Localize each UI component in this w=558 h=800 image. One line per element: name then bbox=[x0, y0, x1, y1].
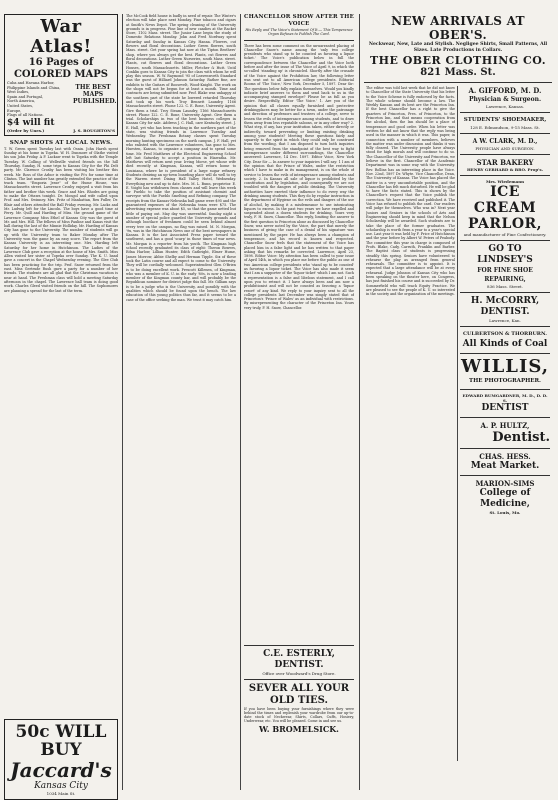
jaccard-city: Kansas City bbox=[34, 780, 88, 791]
gifford-ad: A. GIFFORD, M. D. bbox=[468, 86, 542, 95]
jaccard-ad bbox=[4, 719, 118, 800]
jaccard-addr: 1034 Main St. bbox=[46, 790, 76, 796]
atlas-list-item: Europe, bbox=[7, 108, 22, 113]
col4-left bbox=[364, 86, 458, 761]
divider bbox=[460, 292, 550, 293]
parlor-sub: and manufacturer of Fine Confectionery. bbox=[463, 232, 547, 237]
marion-sims: MARION-SIMS bbox=[475, 479, 535, 488]
atlas-list bbox=[7, 81, 73, 118]
mccorry-ad: H. McCORRY, DENTIST. bbox=[470, 296, 540, 317]
divider bbox=[460, 240, 550, 241]
star-bakery: STAR BAKERY bbox=[476, 158, 534, 167]
hess-ad: CHAS. HESS. bbox=[479, 452, 531, 461]
repair-addr: 836 Mass. Street. bbox=[487, 284, 523, 289]
atlas-order: (Order by Unes.) bbox=[7, 127, 45, 133]
st-louis: St. Louis, Mo. bbox=[489, 510, 521, 515]
bumgardner-dentist: DENTIST bbox=[481, 403, 529, 413]
newspaper-page bbox=[4, 4, 552, 796]
atlas-list-item: Philippine Islands and China, bbox=[7, 85, 61, 90]
divider bbox=[460, 133, 550, 134]
column-1 bbox=[4, 14, 118, 800]
best-maps: THE BEST MAPS PUBLISHED. bbox=[73, 84, 117, 105]
chancellor-heading: CHANCELLOR SHOW AFTER THE VOICE bbox=[244, 14, 354, 27]
shoemaker-ad: STUDENTS' SHOEMAKER, bbox=[463, 117, 547, 123]
divider bbox=[244, 679, 354, 680]
college-medicine: College of Medicine, bbox=[479, 488, 531, 509]
coal-ad: All Kinds of Coal bbox=[462, 339, 548, 349]
divider bbox=[460, 154, 550, 155]
col2-body: The McCook field house is badly in need of repair. The Winter's election will take place next Monday. Fine tobacco and cigars at Smith's News Depot. The spring cleaning of the University grounds is in progress. Fine line of new candies at the Racket Store, 1102 Mass. street. The Junior Lane begin the study of Domestic Relations Monday. John and Fred Nordway spent Saturday and Sunday in Kansas City. Hanna. Flowers, cut flowers and floral decorations. Luther Green flowers, south Mass. street. Get your spring hat now at the Tipton Brothers' shop, where you always get the best. Plants, cut flowers and floral decorations. Luther Green Nurseries, south Mass. street. Plants, cut flowers and floral decorations. Luther Green Houses, south Massachusetts. Miller, Fletcher & Hutt. Until Conklin goes to Kansas City to join the class with whom he will play this season. W. W. Raymond '95 of Leavenworth Standard was the guest of Hilliard Johnson Saturday. Rather fine, are exhibits to the Guitars of Roosevelt, Wood-Knight. The work on the shops will not be begun for at least a month. Time and contracts are being submitted now. Prof. Blake was unhappy at the southern part of the state he lowered retarded Thursday and took up his work. Troy Bennett Laundry, 1166 Massachusetts street. Phone 122. C. E. Rone, University Agent. Give them a trial. Troy Steam Laundry, 1166 Massachusetts street. Phone 122. C. E. Rone, University Agent. Give them a trial. Scholarships in two of the best business colleges in Kansas City for sale. Address J. C. Hall, care Kentucky street. J. E. Hall, yet who has been teaching in the northern part of the state, was visiting friends in Lawrence Tuesday and Wednesday. The Freshman Botany classes spent Tuesday morning hunting specimens on the north campus. J. F. Hall, yet who enlisted with the Lawrence volunteers, has gone to Mrs. Huesten, Kansas, to organize a company and to spend some time. Mr. Fred Matthews of the Electrical Engineering School left last Saturday to accept a position in Hiawatha. Mr. Matthews will return next year. Irving Morse, yet whose wife died recently at Kingman, Kansas, will return home to Louisiana, where he is president of a large sugar refinery. Students desiring an up-town boarding place will do well to try the Warren street Dining Hall Valley Hotel, Wednesday. Everything new and up to date. Mrs. M. L. Bunn, proprietor. E. E. Voight has withdrawn from classes and will leave this week for Pueblo to take the position of assistant chemist and surveyor with the Pueblo Smelting and Refining company. The receipts from the Kansas-Nebraska ball game were $95 and the guaranteed expenses of the Nebraska team were $75. The advertising expense was about $5, so that the game netted but little of paying out. May day was uneventful. Sunday night a number of special police guarded the University grounds and although bootlace of freshmen could be seen behind almost every tree on the campus, no flag was raised. M. N. Morgan, '9x, was in the Hutchinson News one of the best newspapers in Kansas. It is the last Associated Press paper toward the southwest, and has a good 'scarp' in those times of war news. Mr. Morgan is a reporter from his youth. The Kingman high school recently graduated its class of eight: Theron Bowers, Edna Harlow, Lillian Hunter, Edith Gatbright, Elmer Hume, James Morrow, Abbie Shelby and Herman Tipple. Six of these took the Latin course and all expect to come to the University. They will be cordially welcomed. Superintendent Glen O'Brien is to be doing excellent work. Prescott Killenen, of Kingman, who was a member of K. U. in the early '80s, is now a leading member of the Kingman county bar, and will probably be the Republican nominee for district judge this fall. Mr. Gilliam says is to be a judge who is the University, and possibly with the qualities which should be found upon the bench. The law education of this young politics thus far, and it seems to be a case of the office seeking the man. We trust it may catch him. bbox=[126, 14, 236, 302]
bromelsick-name: W. BROMELSICK. bbox=[259, 723, 339, 734]
atlas-footer bbox=[7, 128, 115, 133]
divider bbox=[244, 645, 354, 646]
atlas-list-item: North America, bbox=[7, 99, 36, 104]
gifford-sub: Physician & Surgeon. bbox=[468, 96, 542, 103]
meat-market: Meat Market. bbox=[470, 461, 540, 471]
wiedemann: Mrs. Wiedemann bbox=[485, 179, 525, 184]
shoemaker-addr: 128 E. Edmondson, 9-15 Mass. St. bbox=[470, 125, 540, 130]
hultz-dentist: Dentist. bbox=[492, 430, 550, 445]
column-rule bbox=[240, 14, 241, 790]
jaccard-price: 50c WILL BUY bbox=[15, 721, 107, 760]
atlas-list-item: Cuba and Havana Harbor, bbox=[7, 81, 55, 85]
photographer: THE PHOTOGRAPHER. bbox=[469, 378, 541, 384]
atlas-list-item: United States, bbox=[7, 103, 34, 108]
atlas-list-item: Spain and Portugal, bbox=[7, 94, 44, 99]
mccorry-loc: Lawrence, Kan. bbox=[489, 318, 521, 323]
war-atlas-ad bbox=[4, 14, 118, 136]
snap-shots-heading: SNAP SHOTS AT LOCAL NEWS. bbox=[9, 139, 113, 146]
new-arrivals-heading: NEW ARRIVALS AT OBER'S. bbox=[391, 14, 525, 42]
col4-split bbox=[364, 86, 552, 761]
ober-name: THE OBER CLOTHING CO. bbox=[369, 54, 547, 67]
divider bbox=[460, 417, 550, 418]
col4-left-body: The editor was told last week that he did not know to Chancellor of the State University that his letter to the Voice Scheme is fully endorsed by the facts. The whole scheme should become a law. The Weekly Kansan and its best are the Princeton Inn. If the best Chancellor has a right to give the quarters of Princeton, Pres. of Princeton, to the Princeton Inn, and that means cooperation from the alcohol, then the Inn should be a place of temperance and good order. When his letter was written he did not know that the reply was being used in the manner in which it was. This paper, in connection with a number of members, believes the matter was under discussion and thinks it was fully cleared. The University people have always stood for high morals and will continue to do so. The Chancellor of the University and Princeton, we believe in the first. Chancellor of the Academic Department was in some way with the University. Rev. Rollins has an interesting place in the Voice. Nov. 22nd, 1897 Dr. Whyte. Vice Chancellor, Dean, The University of Kansas. The Voice has placed the matter in a very uncomfortable position, and the Chancellor has felt much disturbed. He will be glad to have the facts stated. This is shown by the Chancellor's request that the Voice publish the correction. We have received and published it. The Voice has refused to publish the card. Our readers will judge for themselves. Who was in? Next year Juniors and Seniors in the schools of Arts and Engineering should keep in mind that the Nelson Scholarship will be awarded. Such students are to take the place of the former graduates. The scholarship is worth from a year to a year's special use. Last year it was held by F. Price of Hutchinson and the year before by Albert W. Peters of Peabody. The committee this year in charge is composed of Profs. Blake, Cady, Carruth, Franklin and Barber. The Baptist class of students is progressing steadily this spring. Seniors have volunteered to rehearse the play as arranged from general rehearsals. The committee is to appoint. It is expected that a large attendance will be at every rehearsal. Judge Johnson of Kansas City who has been speaking on the theater here, on Congress, has just finished his course and is succeeded by Dr. Sommerfield who will teach Equity Practice. We are pleased to see the people of K. U. so interested in the society and the organization of the meetings. bbox=[366, 86, 455, 297]
divider bbox=[460, 175, 550, 176]
atlas-list-item: West Indies, bbox=[7, 90, 30, 95]
divider bbox=[364, 82, 552, 83]
column-rule bbox=[122, 14, 123, 790]
chancellor-subheading: His Reply and The Voice's Statement Of It.— This Temperance Organ Refuses to Publish The Card. bbox=[245, 28, 353, 37]
clark-ad: A W. CLARK, M. D., bbox=[472, 138, 538, 145]
esterly-ad: C.E. ESTERLY, DENTIST. bbox=[263, 648, 335, 670]
divider bbox=[460, 112, 550, 113]
atlas-price: $4 will fit bbox=[7, 117, 55, 128]
column-3 bbox=[244, 14, 354, 734]
column-4 bbox=[364, 14, 552, 761]
jaccard-name: Jaccard's bbox=[10, 757, 112, 782]
chancellor-body: There has been some comment on the unwarranted placing of Chancellor Snow's name among the 'only two college presidents who stand up to be counted as favoring a liquor ticket.' The Voice's publication below in full the correspondence between the Chancellor and the Voice both before and after the issue of The Voice of April 9, in which the so-called 'standing up' is chronicled. Shortly after the crusade of the Voice against the Prohibition law, the following letter was sent out to all American college presidents. Editorial Rooms of 'The Voice,' New York, December 5, 1897. Dear Sir: The questions below fully explain themselves. Would you kindly indicate brief answers to them and send back to us in the accompanying stamped envelope? Please be as full as you desire. Respectfully, Editor 'The Voice.' 1. Are you of the opinion that all classes equally furnished and protective drinkingplaces may be better for a town, under the patronage and direction of professors and trustees of a college, serve to lessen the evils of intemperance among students, and to draw them away from less reputable saloons, or in any other way? 2. What step, if any, has your institution taken, either directly or indirectly, toward preventing or limiting existing drinking among your students? Meeting these questions fairly and squarely to the spirit in which they could only be construed from the wording, that I am disposed to turn both inquiries being removed from the standpoint of the best way to fight intemperance under different surroundings, the Chancellor answered: Lawrence, 14 Dec. 1897. Editor Voice, New York City. Dear Sir — In answer to your inquiries I will say: 1 I am of the opinion that the Prince of Wales, under the restriction which I have to make in its management, is on the whole of service to lessen the evils of intemperance among students and society. 2. In Kansas all sale of liquor is prohibited by the constitution and by legislation, and consequently we are not troubled with the dangers of public drinking. The University authorities have exerted their influence to do every way the drinking among students. This they do by regular instruction in the department of Hygiene on the evils and dangers of the use of alcohol, by making it a misdemeanor to use intoxicating liquors to excess. In the past two years we have expelled and suspended about a dozen students for drinking. Yours very truly, F. H. Snow, Chancellor. This reply, limiting the answer to the first question to Princeton alone as discussed by Chancellor Snow, was never noted by the Voice, the part that merely the business of giving the case of a denial of his signature was mentioned by the paper. He has always been a champion of temperance, and his record is known and respected. Chancellor Snow feels that the statement of the Voice has placed him in a false light and he has written to that paper asking that his remarks be corrected. Lawrence, April 23, 1898. Editor Voice: My attention has been called to your issue of April 14th, in which you place me before the public as one of two American college presidents who 'stand up to be counted' as favoring a liquor ticket. The Voice has also made it seem that I am a supporter of the 'liquor ticket' which I am not. Such a representation is a false and libelous statement, and I call upon you to retract it. I have always been and am now a prohibitionist and will not be counted as favoring a 'liquor resort' of any kind. We reply to your inquiry sent to all the college presidents last December was simply stated that of Princeton's 'Prince of Wales' as an individual with restrictions. By misrepresenting the character of the Princeton Inn. Yours very truly, F. H. Snow, Chancellor. bbox=[244, 43, 354, 310]
sever-ties-heading: SEVER ALL YOUR OLD TIES. bbox=[248, 682, 350, 706]
repair-ad: FOR FINE SHOE REPAIRING, bbox=[477, 267, 533, 283]
ober-tagline: Neckwear, New, Late and Stylish. Negligee Shirts, Small Patterns, All Sizes. Late Productions in Collars. bbox=[368, 42, 548, 53]
bumgardner-ad: EDWARD BUMGARDNER, M. D., D. D. S. bbox=[462, 393, 548, 403]
willis-ad: WILLIS, bbox=[461, 356, 549, 377]
clark-sub: PHYSICIAN AND SURGEON. bbox=[475, 146, 535, 151]
column-2 bbox=[126, 14, 236, 794]
divider bbox=[460, 353, 550, 354]
ober-address: 821 Mass. St. bbox=[420, 67, 496, 78]
gifford-loc: Lawrence, Kansas. bbox=[485, 104, 525, 109]
column-rule bbox=[359, 14, 360, 790]
divider bbox=[460, 475, 550, 476]
atlas-subtitle: 16 Pages of COLORED MAPS bbox=[13, 57, 109, 80]
snap-shots-body: T. W. Green spent Tuesday last with Osnin. John Harsh spent Sunday at his home in Topeka. W. H. Dunmore of Olathe visited his son John Friday. A F. Lackaw went to Topeka with the Temple Tuesday. W. Colling of Wellsville visited friends on the hill Thursday. Sunday, H. some trips to Kansas City for the Phi Delt party. Mr. Clarence Crosby has been visiting his brother this week. Mr. Ross of the Arbor is visiting the Pi's for some time at Clinton. The last number has greatly extended the practice of the track team. "Emporia Jesse" of the Hume House, was Massachusetts street. Lawrence Crosby enjoyed a visit from his father and brother this week. Grace and Mrs. Rhodes are going to make the Ottawa tonight. Dr. Mongol and wife called upon Prof. and Mrs. Swinney. Mrs. Fritz of Manhattan, Rex Fuller, Dr. Blair and others attended the Ball Friday evening. Mr. Lacks and Mr. Ludwig left for the Lincoln. The boys have a good time at Ferry. Mr. Quill and Harding of Miss. the ground game of the Lawrence Company. Miss Ethel of Kansas City was the guest of Mr. and Mrs. Hill. The fellows of Miss Pauline and Kanas visit the hall during the last of the Minnie Holliday. Mr. Harding of Kansas City has gone to the University. The number of students will go up with the University team to Baker Monday after The University won the game by an easy score. The report from the Kansas University is an interesting one. Mrs. Harding left Saturday for her home in Hutchinson. The Ladies of the Lawrence Club gave a reception at the house of Mrs. Smith. Miss Allen visited her sister at Topeka over Sunday. The K. U. band gave a concert in the Chapel Wednesday evening. The Glee Club has been practicing for the trip. Prof. Snow returned from the east. Miss Gertrude Rush gave a party for a number of her friends. The students are all glad that the Christmas vacation is near at hand. The Freshman class will hold a meeting Saturday afternoon in the chapel. The Lawrence ball team is doing good work. Charles Gleed visited friends on the hill. The Sophomores are planning a spread for the last of the term. bbox=[4, 146, 118, 293]
atlas-publisher: J. S. BOUGHTON'S bbox=[73, 127, 115, 133]
hultz-ad: A. P. HULTZ, bbox=[480, 421, 530, 430]
divider bbox=[460, 326, 550, 327]
col4-right-ads bbox=[458, 86, 552, 761]
lindsey-ad: GO TO LINDSEY'S bbox=[477, 244, 533, 265]
culbertson-ad: CULBERTSON & THORBURN. bbox=[463, 331, 547, 337]
divider bbox=[460, 389, 550, 390]
parlor: PARLOR, bbox=[467, 216, 543, 232]
divider bbox=[244, 40, 354, 41]
sever-ties-body: If you have been buying your furnishings where they were behind the times and replenish your wardrobe from our up-to-date stock of Neckwear, Shirts, Collars, Cuffs, Hosiery, Underwear, etc. You will be pleased. Come in and see us. bbox=[244, 706, 354, 724]
ice-cream: ICE CREAM bbox=[473, 184, 537, 216]
star-sub: HENRY GERHARD & BRO. Prop's. bbox=[467, 167, 543, 172]
atlas-list-item: Flags of all Nations. bbox=[7, 113, 44, 118]
divider bbox=[460, 448, 550, 449]
atlas-title: War Atlas! bbox=[30, 16, 92, 57]
esterly-office: Office over Woodward's Drug Store. bbox=[262, 670, 336, 676]
